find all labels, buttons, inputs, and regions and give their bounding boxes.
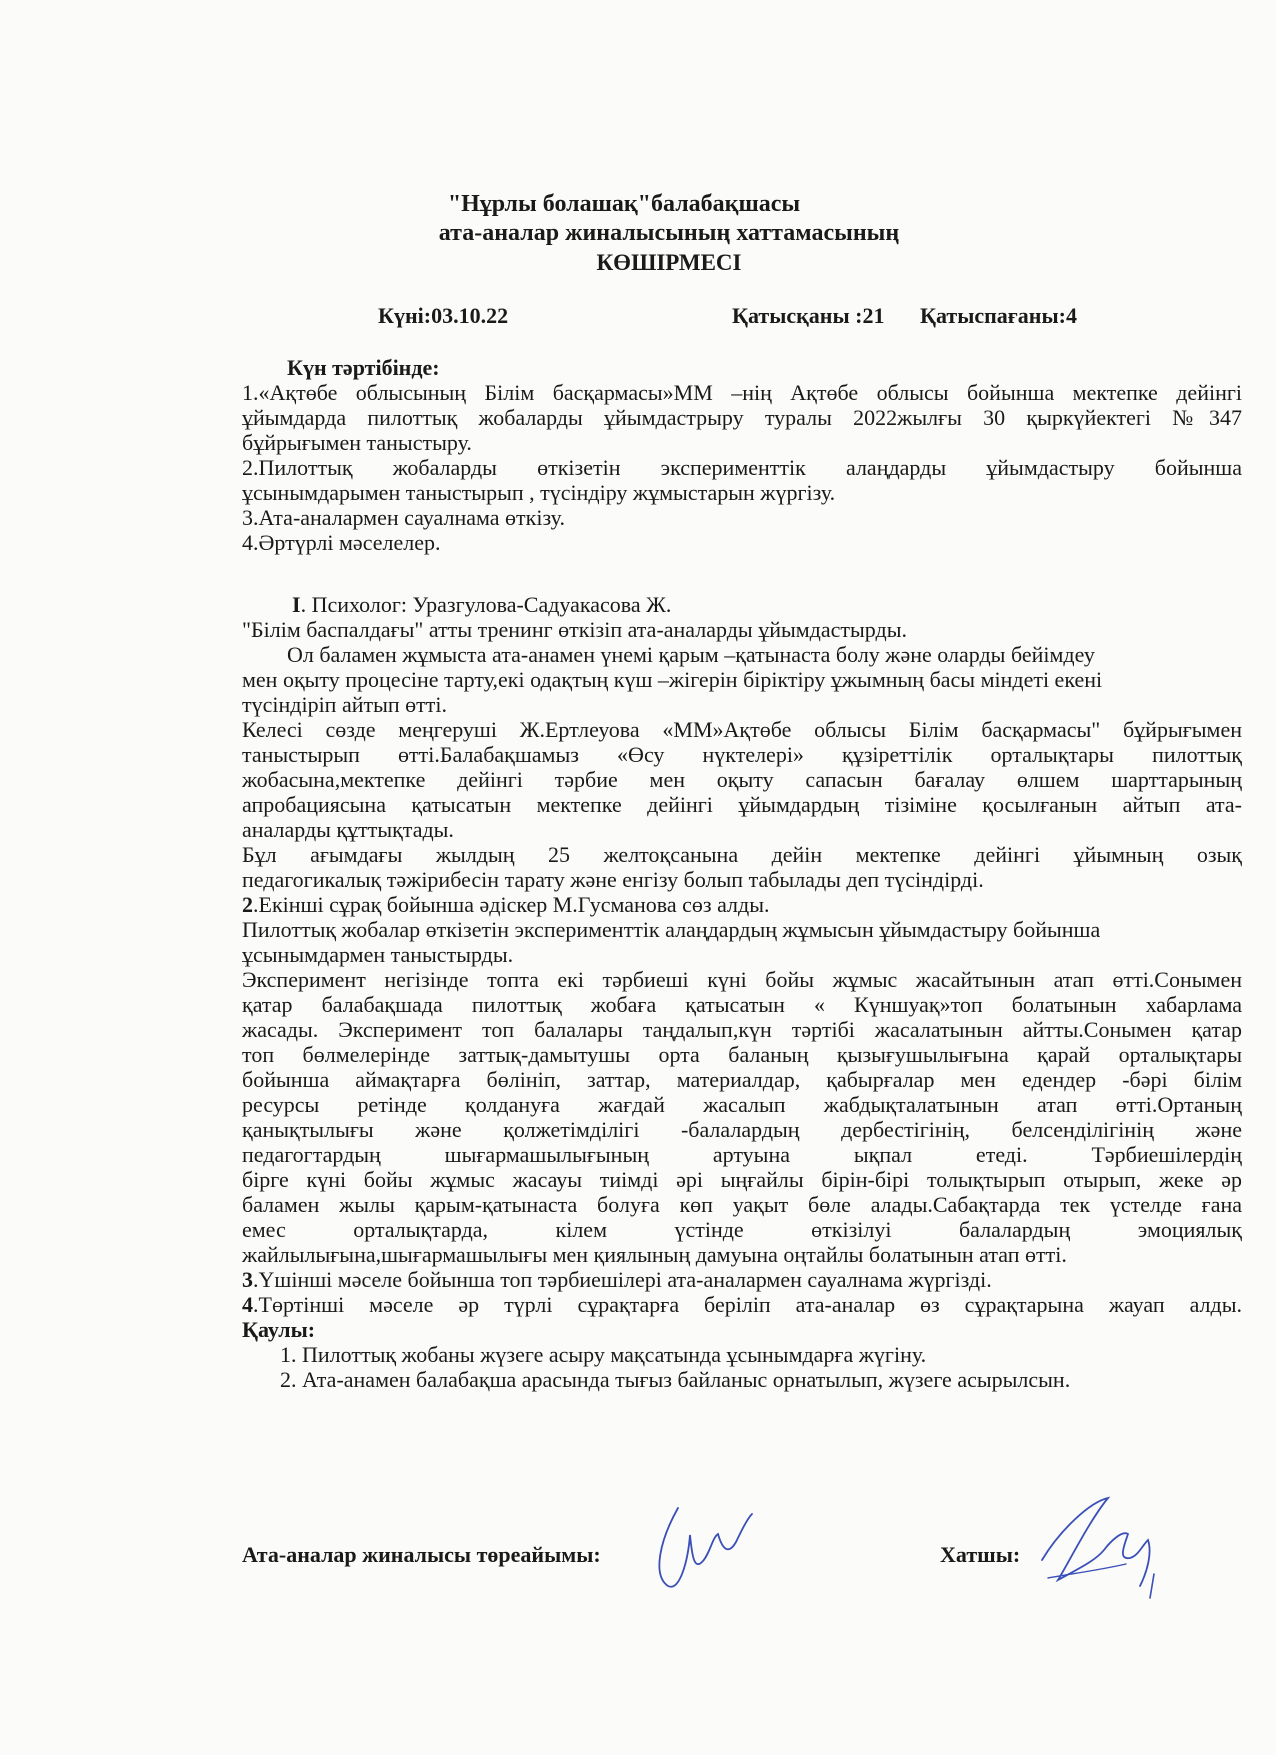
paragraph-line: педагогтардың шығармашылығының артуына ықпал етеді. Тәрбиешілердің xyxy=(242,1142,1242,1167)
section-text: .Екінші сұрақ бойынша әдіскер М.Гусманова сөз алды. xyxy=(253,892,770,917)
secretary-signature-label: Хатшы: xyxy=(940,1542,1021,1567)
resolution-item: 2. Ата-анамен балабақша арасында тығыз байланыс орнатылып, жүзеге асырылсын. xyxy=(302,1367,1242,1392)
paragraph-line: жайлылығына,шығармашылығы мен қиялының дамуына оңтайлы болатынын атап өтті. xyxy=(242,1242,1067,1267)
document-header xyxy=(0,190,1276,277)
agenda-item-1-line: бұйрығымен таныстыру. xyxy=(242,430,472,455)
meeting-date: Күні:03.10.22 xyxy=(378,303,509,328)
paragraph-line: педагогикалық тәжірибесін тарату және енгізу болып табылады деп түсіндірді. xyxy=(242,867,984,892)
paragraph-line: Эксперимент негізінде топта екі тәрбиеші күні бойы жұмыс жасайтынын атап өтті.Сонымен xyxy=(242,967,1242,992)
resolution-item: 1. Пилоттық жобаны жүзеге асыру мақсатында ұсынымдарға жүгіну. xyxy=(302,1342,1242,1367)
section-number: 2 xyxy=(242,892,253,917)
section-number: 4 xyxy=(242,1292,253,1317)
paragraph-line: Бұл ағымдағы жылдың 25 желтоқсанына дейін мектепке дейінгі ұйымның озық xyxy=(242,842,1242,867)
paragraph-line: қанықтылығы және қолжетімділігі -балалардың дербестігінің, белсенділігінің және xyxy=(242,1117,1242,1142)
paragraph-line: ресурсы ретінде қолдануға жағдай жасалып жабдықталатынын атап өтті.Ортаның xyxy=(242,1092,1242,1117)
paragraph-line: емес орталықтарда, кілем үстінде өткізілуі балалардың эмоциялық xyxy=(242,1217,1242,1242)
section-number: 3 xyxy=(242,1267,253,1292)
section-text: .Төртінші мәселе әр түрлі сұрақтарға беріліп ата-аналар өз сұрақтарына жауап алды. xyxy=(253,1292,1242,1317)
agenda-item-2-line: ұсынымдарымен таныстырып , түсіндіру жұмыстарын жүргізу. xyxy=(242,480,836,505)
copy-title: КӨШІРМЕСІ xyxy=(596,250,742,275)
resolution-list xyxy=(242,1342,1242,1392)
paragraph-line: баламен жылы қарым-қатынаста болуға көп уақыт бөле алады.Сабақтарда тек үстелде ғана xyxy=(242,1192,1242,1217)
paragraph-line: Ол баламен жұмыста ата-анамен үнемі қарым –қатынаста болу және оларды бейімдеу xyxy=(287,642,1095,667)
paragraph-line: "Білім баспалдағы" атты тренинг өткізіп ата-аналарды ұйымдастырды. xyxy=(242,617,907,642)
secretary-signature-scribble xyxy=(1030,1490,1170,1605)
paragraph-line: апробациясына қатысатын мектепке дейінгі ұйымдардың тізіміне қосылғанын айтып ата- xyxy=(242,792,1242,817)
paragraph-line: жасады. Эксперимент топ балалары таңдалып,күн тәртібі жасалатынын айтты.Сонымен қатар xyxy=(242,1017,1242,1042)
paragraph-line: аналарды құттықтады. xyxy=(242,817,454,842)
paragraph-line: ұсынымдармен таныстырды. xyxy=(242,942,514,967)
agenda-item-4: 4.Әртүрлі мәселелер. xyxy=(242,530,441,555)
paragraph-line: Келесі сөзде меңгеруші Ж.Ертлеуова «ММ»Ақтөбе облысы Білім басқармасы" бұйрығымен xyxy=(242,717,1242,742)
paragraph-line: таныстырып өтті.Балабақшамыз «Өсу нүктелері» құзіреттілік орталықтары пилоттық xyxy=(242,742,1242,767)
section-text: .Үшінші мәселе бойынша топ тәрбиешілері ата-аналармен сауалнама жүргізді. xyxy=(253,1267,992,1292)
section-3-heading xyxy=(242,1267,1242,1292)
paragraph-line: түсіндіріп айтып өтті. xyxy=(242,692,448,717)
agenda-title: Күн тәртібінде: xyxy=(287,355,440,380)
chair-signature-label: Ата-аналар жиналысы төреайымы: xyxy=(242,1542,601,1567)
attendance-present: Қатысқаны :21 xyxy=(732,303,885,328)
agenda-item-3: 3.Ата-аналармен сауалнама өткізу. xyxy=(242,505,565,530)
attendance-absent: Қатыспағаны:4 xyxy=(920,303,1077,328)
section-text: . Психолог: Уразгулова-Садуакасова Ж. xyxy=(300,592,672,617)
paragraph-line: қатар балабақшада пилоттық жобаға қатысатын « Күншуақ»топ болатынын хабарлама xyxy=(242,992,1242,1017)
paragraph-line: бойынша аймақтарға бөлініп, заттар, материалдар, қабырғалар мен едендер -бәрі білім xyxy=(242,1067,1242,1092)
section-4-heading xyxy=(242,1292,1242,1317)
agenda-item-1-line: ұйымдарда пилоттық жобаларды ұйымдастрыру туралы 2022жылғы 30 қыркүйектегі №347 xyxy=(242,405,1242,430)
kindergarten-title: "Нұрлы болашақ"балабақшасы xyxy=(447,191,801,217)
paragraph-line: бірге күні бойы жұмыс жасауы тиімді әрі ыңғайлы бірін-бірі толықтырып отырып, жеке әр xyxy=(242,1167,1242,1192)
resolution-title: Қаулы: xyxy=(242,1317,316,1342)
section-1-heading xyxy=(242,592,1242,617)
paragraph-line: жобасына,мектепке дейінгі тәрбие мен оқыту сапасын бағалау өлшем шарттарының xyxy=(242,767,1242,792)
section-2-heading xyxy=(242,892,1242,917)
paragraph-line: Пилоттық жобалар өткізетін эксперименттік алаңдардың жұмысын ұйымдастыру бойынша xyxy=(242,917,1101,942)
agenda-item-2-line: 2.Пилоттық жобаларды өткізетін эксперименттік алаңдарды ұйымдастыру бойынша xyxy=(242,455,1242,480)
paragraph-line: топ бөлмелерінде заттық-дамытушы орта баланың қызығушылығына қарай орталықтары xyxy=(242,1042,1242,1067)
agenda-item-1-line: 1.«Ақтөбе облысының Білім басқармасы»ММ –нің Ақтөбе облысы бойынша мектепке дейінгі xyxy=(242,380,1242,405)
paragraph-line: мен оқыту процесіне тарту,екі одақтың күш –жігерін біріктіру ұжымның басы міндеті екені xyxy=(242,667,1103,692)
protocol-title: ата-аналар жиналысының хаттамасының xyxy=(438,220,900,246)
protocol-body xyxy=(242,355,1242,1392)
chair-signature-scribble xyxy=(650,1500,760,1595)
section-number: I xyxy=(292,592,301,617)
